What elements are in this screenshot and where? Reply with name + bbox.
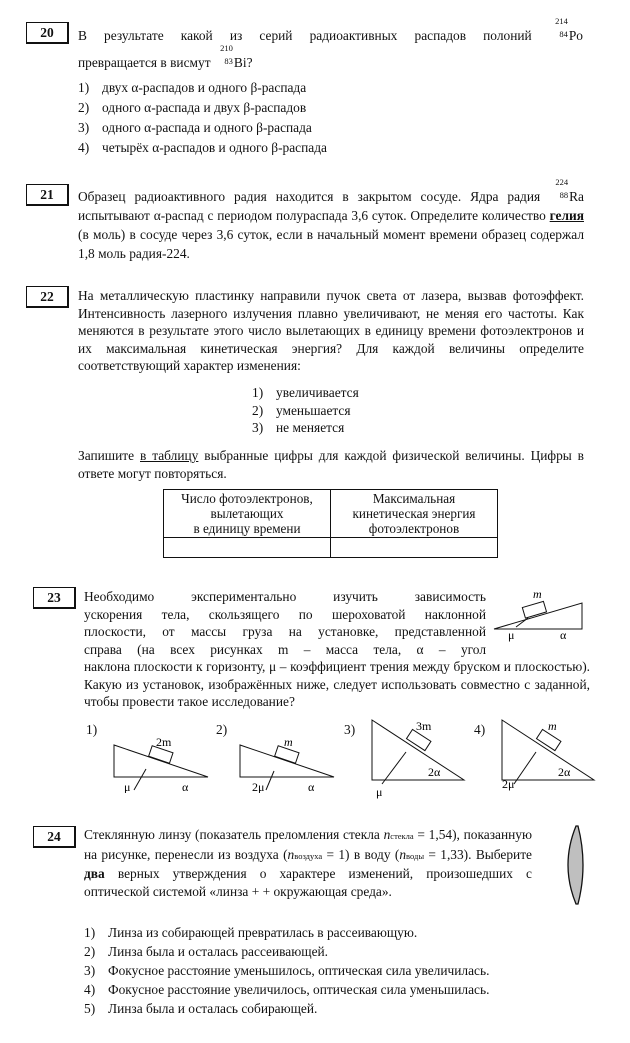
setup-2-figure xyxy=(236,733,338,793)
option-number: 1) xyxy=(78,80,90,95)
polonium-symbol: Po xyxy=(568,28,583,43)
value-glass: = 1,54), xyxy=(417,827,460,842)
setup-4-alpha: 2α xyxy=(558,765,571,779)
value-air: = 1) в воду xyxy=(326,846,391,862)
answer-cell-2[interactable] xyxy=(331,538,498,558)
q24-bold-two: два xyxy=(84,866,105,881)
option-number: 3) xyxy=(84,963,96,978)
option-text: двух α-распадов и одного β-распада xyxy=(102,80,307,95)
sub-water: воды xyxy=(406,850,425,861)
option-text: одного α-распада и двух β-распадов xyxy=(102,100,307,115)
setup-1-mu: μ xyxy=(124,780,131,793)
setup-2-mu: 2μ xyxy=(252,780,265,793)
option-number: 4) xyxy=(84,982,96,997)
setup-2-alpha: α xyxy=(308,780,315,793)
q24-t2: показанную на рисунке, перенесли из воздуха ( xyxy=(84,827,532,862)
question-number-24: 24 xyxy=(33,826,76,848)
concave-lens-figure xyxy=(556,824,590,906)
q21-part3: (в моль) в сосуде через 3,6 суток, если в начальный момент времени образец содержал 1,8 моль радия-224. xyxy=(78,227,584,261)
q23-line-1: Необходимо экспериментально изучить зависимость xyxy=(84,589,486,604)
answer-cell-1[interactable] xyxy=(164,538,331,558)
q21-part1: Образец радиоактивного радия находится в закрытом сосуде. Ядра радия xyxy=(78,189,541,204)
setup-3-mu: μ xyxy=(376,785,383,799)
q24-option-4[interactable] xyxy=(84,981,489,999)
setup-3-alpha: 2α xyxy=(428,765,441,779)
question-22-text: На металлическую пластинку направили пучок света от лазера, вызвав фотоэффект. Интенсивность лазерного излучения плавно увеличивают, не меняя его частоты. Как меняются в результате этого число вылетающих в единицу времени фотоэлектронов и их максимальная кинетическая энергия? Для каждой величины определите соответствующий характер изменения: xyxy=(78,288,584,373)
setup-4-number: 4) xyxy=(474,722,486,737)
col-header-photoelectrons: Число фотоэлектронов, вылетающих в единицу времени xyxy=(164,490,331,538)
bismuth-nuclide: 210 83 xyxy=(220,42,233,66)
q20-line2: превращается в висмут xyxy=(78,54,211,70)
option-number: 3) xyxy=(252,420,264,435)
n-symbol-water: n xyxy=(399,846,407,862)
n-symbol-air: n xyxy=(287,846,295,862)
setup-3-figure xyxy=(366,712,470,802)
radium-nuclide: 224 88 xyxy=(555,177,569,200)
setup-1-figure xyxy=(110,733,212,793)
option-text: четырёх α-распадов и одного β-распада xyxy=(102,140,327,155)
option-text: не меняется xyxy=(276,420,345,435)
q24-option-5[interactable] xyxy=(84,1000,317,1018)
q22-option-3[interactable] xyxy=(252,419,344,437)
question-23-lines xyxy=(84,588,486,658)
option-number: 2) xyxy=(84,944,96,959)
option-text: Фокусное расстояние увеличилось, оптическая сила уменьшилась. xyxy=(108,982,490,997)
q23-line-4: справа (на всех рисунках m – масса тела, α – угол xyxy=(84,641,486,657)
question-23-rest: наклона плоскости к горизонту, μ – коэффициент трения между бруском и плоскостью). Какую из установок, изображённых ниже, следует использовать совместно с заданной, чтобы провести такое исследование? xyxy=(84,659,590,709)
q20-option-4[interactable] xyxy=(78,139,327,157)
setup-2-mass: m xyxy=(284,735,293,749)
option-number: 1) xyxy=(252,385,264,400)
question-number-21: 21 xyxy=(26,184,69,206)
main-mass-label: m xyxy=(533,587,542,601)
setup-3-number: 3) xyxy=(344,722,356,737)
q24-t1: Стеклянную линзу (показатель преломления стекла xyxy=(84,827,380,842)
q20-option-1[interactable] xyxy=(78,79,306,97)
option-number: 5) xyxy=(84,1001,96,1016)
setup-2-number: 2) xyxy=(216,722,228,737)
main-alpha-label: α xyxy=(560,628,567,642)
q20-line1: В результате какой из серий радиоактивных распадов полоний xyxy=(78,28,532,43)
question-number-23: 23 xyxy=(33,587,76,609)
question-number-20: 20 xyxy=(26,22,69,44)
n-symbol-glass: n xyxy=(383,827,391,842)
radium-symbol: Ra xyxy=(569,189,584,204)
option-text: увеличивается xyxy=(276,385,359,400)
option-text: одного α-распада и одного β-распада xyxy=(102,120,312,135)
q20-qmark: ? xyxy=(246,54,253,70)
setup-1-alpha: α xyxy=(182,780,189,793)
value-water: = 1,33). Выберите xyxy=(428,846,532,862)
q21-bold-word: гелия xyxy=(549,208,584,223)
setup-1-number: 1) xyxy=(86,722,98,737)
option-text: Линза была и осталась собирающей. xyxy=(108,1001,318,1016)
q21-part2: испытывают α-распад с периодом полураспада 3,6 суток. Определите количество xyxy=(78,208,546,223)
answer-table-22 xyxy=(163,489,498,558)
q22-option-2[interactable] xyxy=(252,402,351,420)
option-number: 1) xyxy=(84,925,96,940)
q22-option-1[interactable] xyxy=(252,384,359,402)
instr-underlined: в таблицу xyxy=(140,448,199,463)
setup-4-mu: 2μ xyxy=(502,777,515,791)
q20-option-3[interactable] xyxy=(78,119,312,137)
question-20-text xyxy=(78,16,583,71)
q24-t3: верных утверждения о характере изменений, произошедших с оптической системой «линза + + окружающая среда». xyxy=(84,866,532,899)
q24-option-2[interactable] xyxy=(84,943,328,961)
option-number: 2) xyxy=(78,100,90,115)
q24-option-3[interactable] xyxy=(84,962,489,980)
col-header-kinetic-energy: Максимальная кинетическая энергия фотоэлектронов xyxy=(331,490,498,538)
setup-4-figure xyxy=(496,712,600,802)
instr-part-b: выбранные цифры для каждой физической величины. Цифры в ответе могут повторяться. xyxy=(78,448,585,481)
option-text: уменьшается xyxy=(276,402,351,418)
question-21-text xyxy=(78,177,584,263)
option-number: 3) xyxy=(78,120,90,135)
main-mu-label: μ xyxy=(508,628,515,642)
setup-3-mass: 3m xyxy=(416,719,432,733)
polonium-nuclide: 214 84 xyxy=(555,16,568,39)
question-number-22: 22 xyxy=(26,286,69,308)
sub-air: воздуха xyxy=(294,850,323,861)
sub-glass: стекла xyxy=(390,831,414,841)
option-text: Линза была и осталась рассеивающей. xyxy=(108,944,329,959)
option-number: 4) xyxy=(78,140,90,155)
q23-line-2: ускорения тела, скользящего по шероховатой наклонной xyxy=(84,606,486,622)
q24-option-1[interactable] xyxy=(84,924,417,942)
setup-1-mass: 2m xyxy=(156,735,172,749)
option-text: Линза из собирающей превратилась в рассеивающую. xyxy=(108,925,418,940)
instr-part-a: Запишите xyxy=(78,448,135,463)
bismuth-symbol: Bi xyxy=(233,54,247,70)
q20-option-2[interactable] xyxy=(78,99,306,117)
option-text: Фокусное расстояние уменьшилось, оптическая сила увеличилась. xyxy=(108,963,490,978)
setup-4-mass: m xyxy=(548,719,557,733)
incline-figure-main xyxy=(488,585,588,645)
question-24-text: Стеклянную линзу (показатель преломления стекла nстекла = 1,54), показанную на рисунке, перенесли из воздуха (nвоздуха = 1) в воду (nводы = 1,33). Выберите два верных утверждения о характере изменений, произошедших с оптической системой «линза + + окружающая среда». xyxy=(84,827,532,899)
q23-line-3: плоскости, от массы груза на установке, представленной xyxy=(84,624,486,639)
question-22-instructions xyxy=(78,447,584,482)
option-number: 2) xyxy=(252,402,264,418)
